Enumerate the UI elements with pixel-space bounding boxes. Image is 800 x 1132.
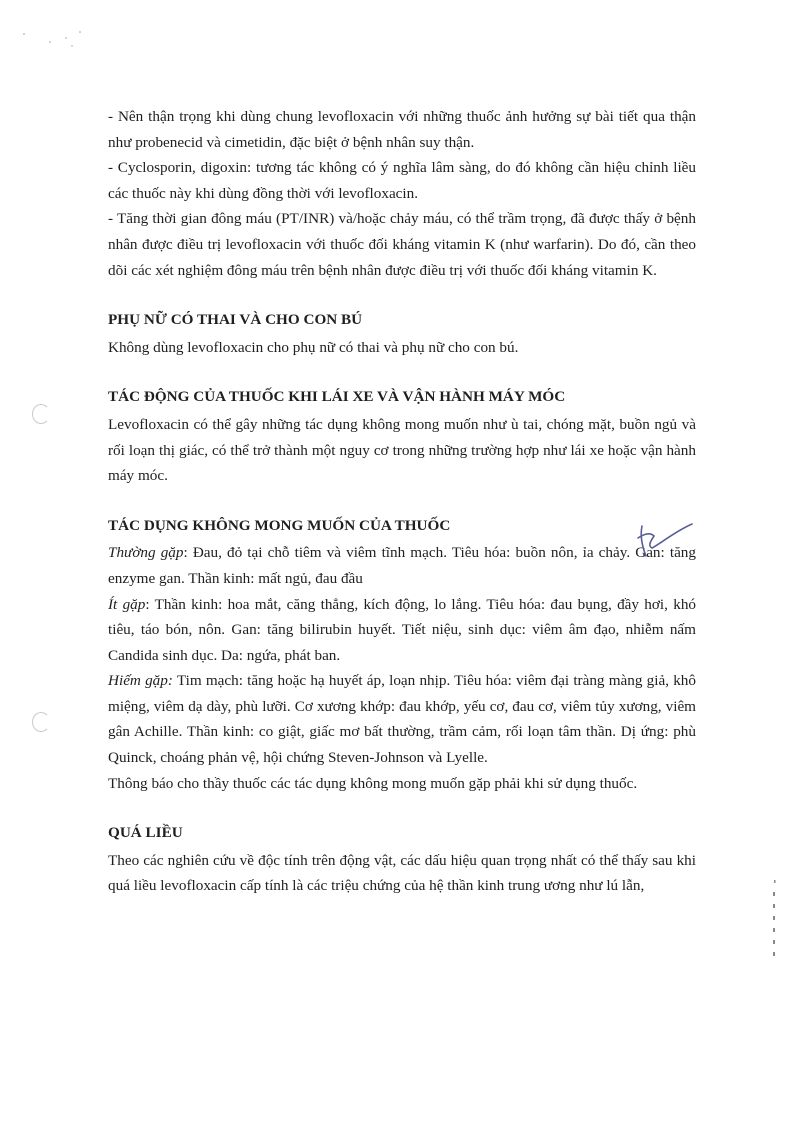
common-effects: [108, 540, 696, 591]
uncommon-text: : Thần kinh: hoa mắt, căng thẳng, kích động, lo lắng. Tiêu hóa: đau bụng, đầy hơi, khó tiêu, táo bón, nôn. Gan: tăng bilirubin huyết. Tiết niệu, sinh dục: viêm âm đạo, nhiễm nấm Candida sinh dục. Da: ngứa, phát ban.: [108, 595, 697, 664]
interaction-item: - Cyclosporin, digoxin: tương tác không có ý nghĩa lâm sàng, do đó không cần hiệu chỉnh liều các thuốc này khi dùng đồng thời với levofloxacin.: [108, 159, 696, 202]
section-title: PHỤ NỮ CÓ THAI VÀ CHO CON BÚ: [108, 311, 363, 329]
section-title: QUÁ LIỀU: [108, 824, 183, 842]
scan-specks: [20, 20, 90, 50]
notice-text: Thông báo cho thầy thuốc các tác dụng không mong muốn gặp phải khi sử dụng thuốc.: [108, 774, 638, 792]
rare-effects: [108, 668, 696, 770]
section-text: Theo các nghiên cứu về độc tính trên động vật, các dấu hiệu quan trọng nhất có thể thấy sau khi quá liều levofloxacin cấp tính là các triệu chứng của hệ thần kinh trung ương như lú lẫn,: [108, 851, 696, 895]
punch-hole-mark: [32, 404, 50, 424]
driving-section: [108, 384, 696, 488]
overdose-section: [108, 820, 696, 899]
punch-hole-mark: [32, 712, 50, 732]
document-page: [108, 104, 696, 899]
section-text: Không dùng levofloxacin cho phụ nữ có thai và phụ nữ cho con bú.: [108, 338, 519, 356]
uncommon-label: Ít gặp: [108, 595, 146, 613]
section-title: TÁC DỤNG KHÔNG MONG MUỐN CỦA THUỐC: [108, 516, 451, 534]
uncommon-effects: [108, 592, 696, 669]
pregnancy-section: [108, 307, 696, 360]
scan-edge-marks: [770, 880, 780, 960]
interaction-item: - Tăng thời gian đông máu (PT/INR) và/hoặc chảy máu, có thể trầm trọng, đã được thấy ở bệnh nhân được điều trị levofloxacin với thuốc đối kháng vitamin K (như warfarin). Do đó, cần theo dõi các xét nghiệm đông máu trên bệnh nhân được điều trị với thuốc đối kháng vitamin K.: [108, 210, 696, 279]
interactions-list: [108, 104, 696, 283]
section-text: Levofloxacin có thể gây những tác dụng không mong muốn như ù tai, chóng mặt, buồn ngủ và rối loạn thị giác, có thể trở thành một nguy cơ trong những trường hợp như lái xe hoặc vận hành máy móc.: [108, 415, 696, 485]
rare-text: Tim mạch: tăng hoặc hạ huyết áp, loạn nhịp. Tiêu hóa: viêm đại tràng màng giả, khô miệng, viêm dạ dày, phù lưỡi. Cơ xương khớp: đau khớp, yếu cơ, đau cơ, viêm tủy xương, viêm gân Achille. Thần kinh: co giật, giấc mơ bất thường, trầm cảm, rối loạn tâm thần. Dị ứng: phù Quinck, choáng phản vệ, hội chứng Steven-Johnson và Lyelle.: [108, 672, 696, 767]
common-text: : Đau, đỏ tại chỗ tiêm và viêm tĩnh mạch. Tiêu hóa: buồn nôn, ỉa chảy. Gan: tăng enzyme gan. Thần kinh: mất ngủ, đau đầu: [108, 544, 696, 587]
interaction-item: - Nên thận trọng khi dùng chung levofloxacin với những thuốc ảnh hưởng sự bài tiết qua thận như probenecid và cimetidin, đặc biệt ở bệnh nhân suy thận.: [108, 108, 696, 151]
handwritten-initials: [630, 516, 702, 564]
side-effects-section: [108, 513, 696, 797]
rare-label: Hiếm gặp:: [108, 672, 173, 690]
section-title: TÁC ĐỘNG CỦA THUỐC KHI LÁI XE VÀ VẬN HÀNH MÁY MÓC: [108, 388, 566, 406]
common-label: Thường gặp: [108, 544, 184, 562]
